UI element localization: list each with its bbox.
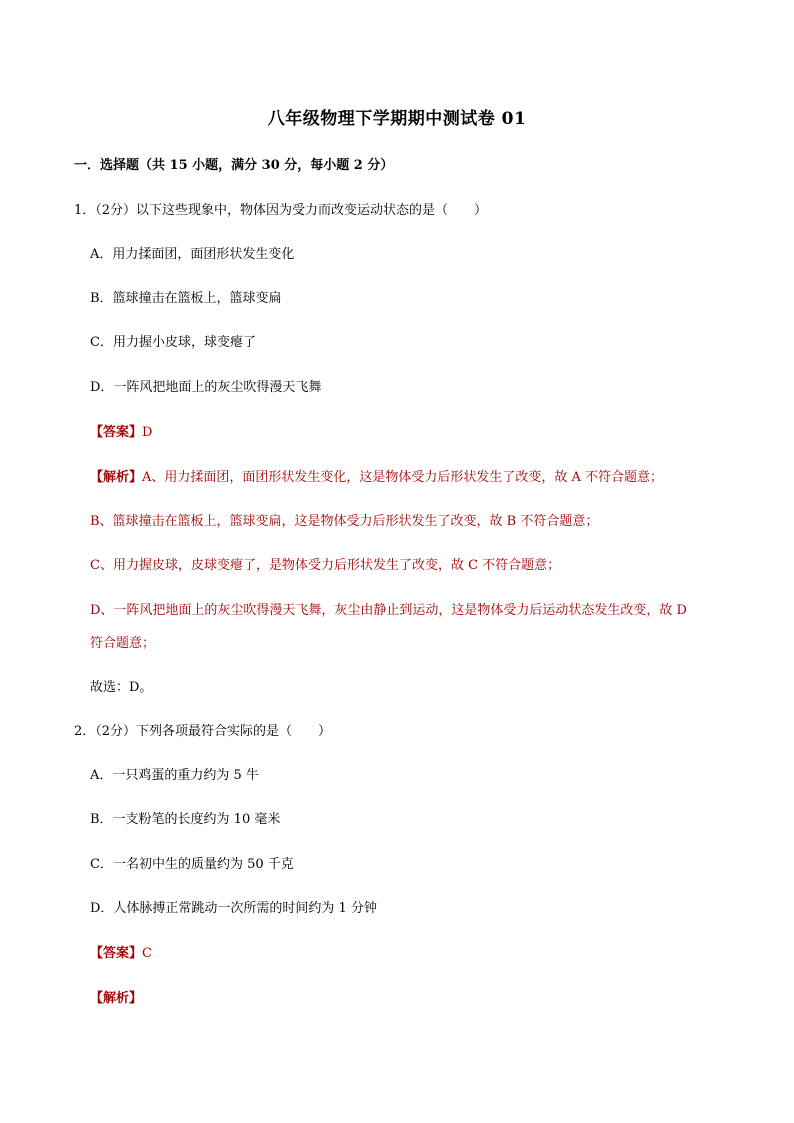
section-heading: 一．选择题（共 15 小题，满分 30 分，每小题 2 分） — [74, 158, 394, 173]
question-1-explanation-line-1 — [90, 469, 663, 487]
answer-value: C — [142, 946, 152, 961]
question-2-option-c: C．一名初中生的质量约为 50 千克 — [90, 857, 294, 872]
question-1-explanation-line-4: D、一阵风把地面上的灰尘吹得漫天飞舞，灰尘由静止到运动，这是物体受力后运动状态发生改变，故 D — [90, 603, 687, 618]
explanation-tag: 【解析】 — [90, 470, 143, 485]
answer-tag: 【答案】 — [90, 946, 143, 961]
question-1-explanation-line-3: C、用力握皮球，皮球变瘪了，是物体受力后形状发生了改变，故 C 不符合题意； — [90, 558, 561, 573]
question-1-option-a: A．用力揉面团，面团形状发生变化 — [90, 247, 295, 262]
answer-value: D — [142, 425, 153, 440]
question-2-option-a: A．一只鸡蛋的重力约为 5 牛 — [90, 768, 259, 783]
question-1-answer — [90, 424, 152, 442]
question-1-explanation-line-5: 符合题意； — [90, 636, 156, 651]
document-title: 八年级物理下学期期中测试卷 01 — [267, 109, 527, 129]
question-2-stem: 2．（2分）下列各项最符合实际的是（ ） — [74, 724, 332, 739]
question-1-option-b: B．篮球撞击在篮板上，篮球变扁 — [90, 291, 282, 306]
question-2-explanation — [90, 990, 142, 1008]
answer-tag: 【答案】 — [90, 425, 143, 440]
question-1-explanation-line-2: B、篮球撞击在篮板上，篮球变扁，这是物体受力后形状发生了改变，故 B 不符合题意； — [90, 514, 599, 529]
question-1-stem: 1．（2分）以下这些现象中，物体因为受力而改变运动状态的是（ ） — [74, 203, 488, 218]
question-2-answer — [90, 945, 152, 963]
explanation-tag: 【解析】 — [90, 991, 143, 1006]
question-2-option-b: B．一支粉笔的长度约为 10 毫米 — [90, 812, 281, 827]
question-1-conclusion: 故选：D。 — [90, 680, 153, 695]
question-1-option-c: C．用力握小皮球，球变瘪了 — [90, 335, 256, 350]
question-2-option-d: D．人体脉搏正常跳动一次所需的时间约为 1 分钟 — [90, 901, 377, 916]
question-1-option-d: D．一阵风把地面上的灰尘吹得漫天飞舞 — [90, 380, 322, 395]
explanation-text: A、用力揉面团，面团形状发生变化，这是物体受力后形状发生了改变，故 A 不符合题意； — [142, 470, 664, 485]
